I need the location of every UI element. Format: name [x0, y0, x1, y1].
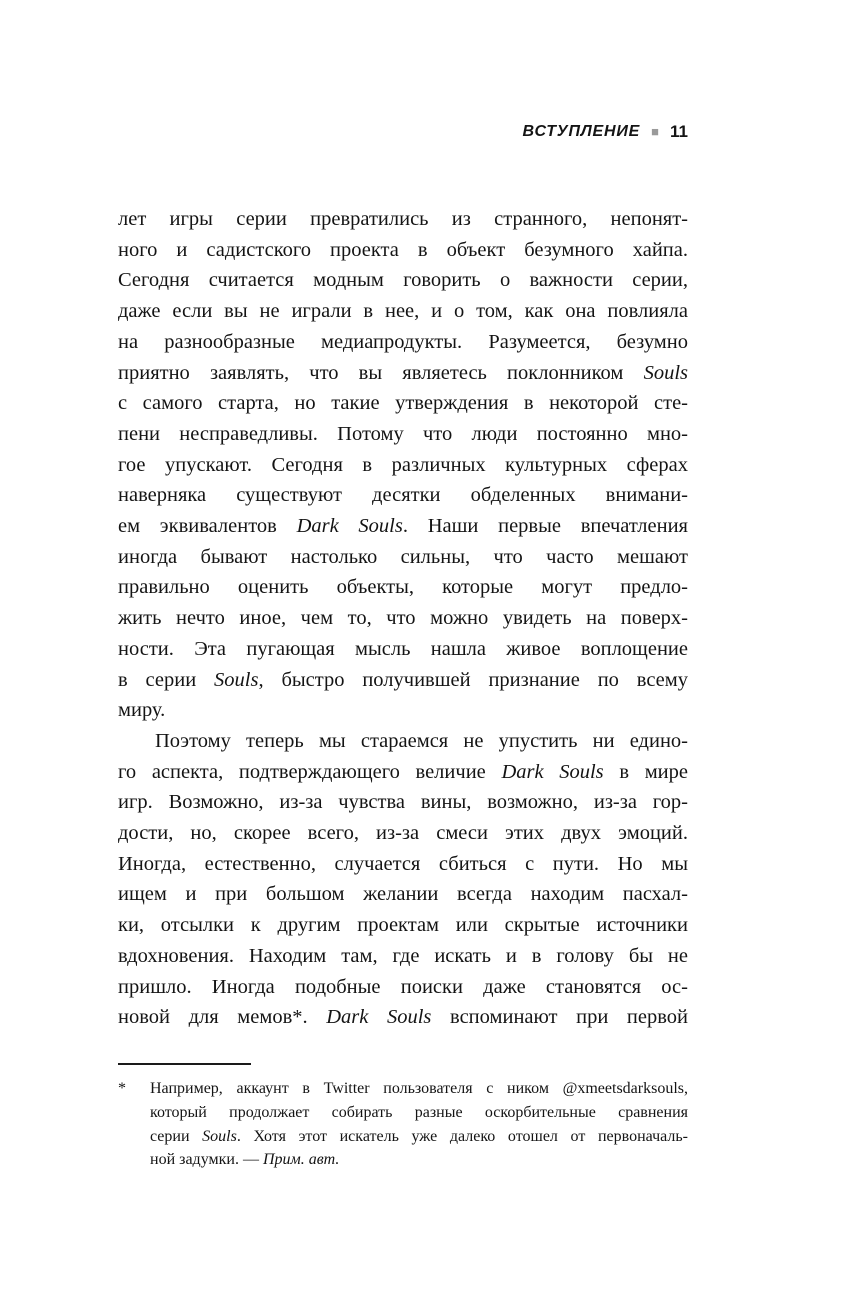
text-segment: ки, отсылки к другим проектам или скрытые источники: [118, 914, 688, 937]
text-line: [118, 327, 688, 358]
text-segment: . Наши первые впечатления: [402, 515, 688, 538]
text-line: [150, 1148, 688, 1172]
footnote-marker: *: [118, 1079, 126, 1097]
text-line: [118, 665, 688, 696]
text-segment: ной задумки. —: [150, 1151, 263, 1169]
text-line: [118, 1002, 688, 1033]
text-line: [118, 726, 688, 757]
page-number: 11: [670, 122, 688, 141]
text-line: [118, 972, 688, 1003]
text-segment: Сегодня считается модным говорить о важности серии,: [118, 269, 688, 292]
text-line: [150, 1077, 688, 1101]
text-segment: вспоминают при первой: [431, 1006, 688, 1029]
text-line: [118, 603, 688, 634]
running-header: [118, 122, 688, 142]
text-segment: на разнообразные медиапродукты. Разумеется, безумно: [118, 330, 688, 353]
text-segment: ищем и при большом желании всегда находим пасхал-: [118, 883, 688, 906]
text-segment: с самого старта, но такие утверждения в некоторой сте-: [118, 392, 688, 415]
text-segment: иногда бывают настолько сильны, что часто мешают: [118, 545, 688, 568]
text-line: [118, 511, 688, 542]
text-segment: , быстро получившей признание по всему: [258, 668, 689, 691]
text-segment: миру.: [118, 699, 166, 722]
text-segment: вдохновения. Находим там, где искать и в голову бы не: [118, 944, 688, 967]
italic-text-segment: Souls: [643, 361, 688, 384]
text-line: [118, 450, 688, 481]
text-segment: новой для мемов*.: [118, 1006, 327, 1029]
text-segment: правильно оценить объекты, которые могут предло-: [118, 576, 688, 599]
text-segment: пришло. Иногда подобные поиски даже становятся ос-: [118, 975, 688, 998]
square-separator-icon: ■: [651, 123, 660, 139]
text-segment: серии: [150, 1127, 203, 1145]
text-segment: гое упускают. Сегодня в различных культурных сферах: [118, 453, 688, 476]
text-line: [150, 1101, 688, 1125]
text-line: [118, 787, 688, 818]
text-segment: Поэтому теперь мы стараемся не упустить ни едино-: [155, 729, 688, 752]
text-line: [118, 572, 688, 603]
text-line: [118, 879, 688, 910]
text-line: [118, 941, 688, 972]
italic-text-segment: Dark Souls: [296, 515, 403, 538]
footnote-rule: [118, 1063, 251, 1065]
text-line: [118, 634, 688, 665]
text-segment: Иногда, естественно, случается сбиться с пути. Но мы: [118, 852, 688, 875]
text-segment: наверняка существуют десятки обделенных внимани-: [118, 484, 688, 507]
italic-text-segment: Dark Souls: [501, 760, 604, 783]
italic-text-segment: Souls: [214, 668, 259, 691]
text-line: [118, 388, 688, 419]
text-segment: ем эквивалентов: [118, 515, 297, 538]
text-segment: ного и садистского проекта в объект безумного хайпа.: [118, 238, 688, 261]
text-segment: ности. Эта пугающая мысль нашла живое воплощение: [118, 637, 688, 660]
text-segment: пени несправедливы. Потому что люди постоянно мно-: [118, 422, 688, 445]
text-line: [150, 1125, 688, 1149]
chapter-title: ВСТУПЛЕНИЕ: [522, 123, 641, 140]
italic-text-segment: Прим. авт.: [262, 1151, 340, 1169]
text-line: [118, 849, 688, 880]
italic-text-segment: Souls: [202, 1127, 237, 1145]
footnote-text: [150, 1077, 688, 1172]
text-line: [118, 204, 688, 235]
text-segment: Например, аккаунт в Twitter пользователя с ником @xmeetsdarksouls,: [150, 1079, 688, 1097]
text-line: [118, 296, 688, 327]
text-line: [118, 358, 688, 389]
text-segment: жить нечто иное, чем то, что можно увидеть на поверх-: [118, 607, 688, 630]
text-segment: даже если вы не играли в нее, и о том, как она повлияла: [118, 300, 688, 323]
text-segment: лет игры серии превратились из странного, непонят-: [118, 208, 688, 230]
text-segment: игр. Возможно, из-за чувства вины, возможно, из-за гор-: [118, 791, 688, 814]
text-segment: в мире: [603, 760, 688, 783]
text-line: [118, 419, 688, 450]
text-line: [118, 818, 688, 849]
page-content: [118, 0, 688, 1172]
text-segment: дости, но, скорее всего, из-за смеси этих двух эмоций.: [118, 822, 688, 845]
text-segment: в серии: [118, 668, 215, 691]
text-line: [118, 235, 688, 266]
body-text: [118, 204, 688, 1033]
text-segment: приятно заявлять, что вы являетесь поклонником: [118, 361, 644, 384]
footnote: [118, 1077, 688, 1172]
text-line: [118, 695, 688, 726]
text-line: [118, 265, 688, 296]
text-segment: . Хотя этот искатель уже далеко отошел от первоначаль-: [236, 1127, 688, 1145]
text-line: [118, 480, 688, 511]
paragraph: [118, 726, 688, 1033]
text-segment: который продолжает собирать разные оскорбительные сравнения: [150, 1103, 688, 1121]
paragraph: [118, 204, 688, 726]
text-line: [118, 542, 688, 573]
text-line: [118, 757, 688, 788]
text-line: [118, 910, 688, 941]
text-segment: го аспекта, подтверждающего величие: [118, 760, 502, 783]
italic-text-segment: Dark Souls: [326, 1006, 432, 1029]
